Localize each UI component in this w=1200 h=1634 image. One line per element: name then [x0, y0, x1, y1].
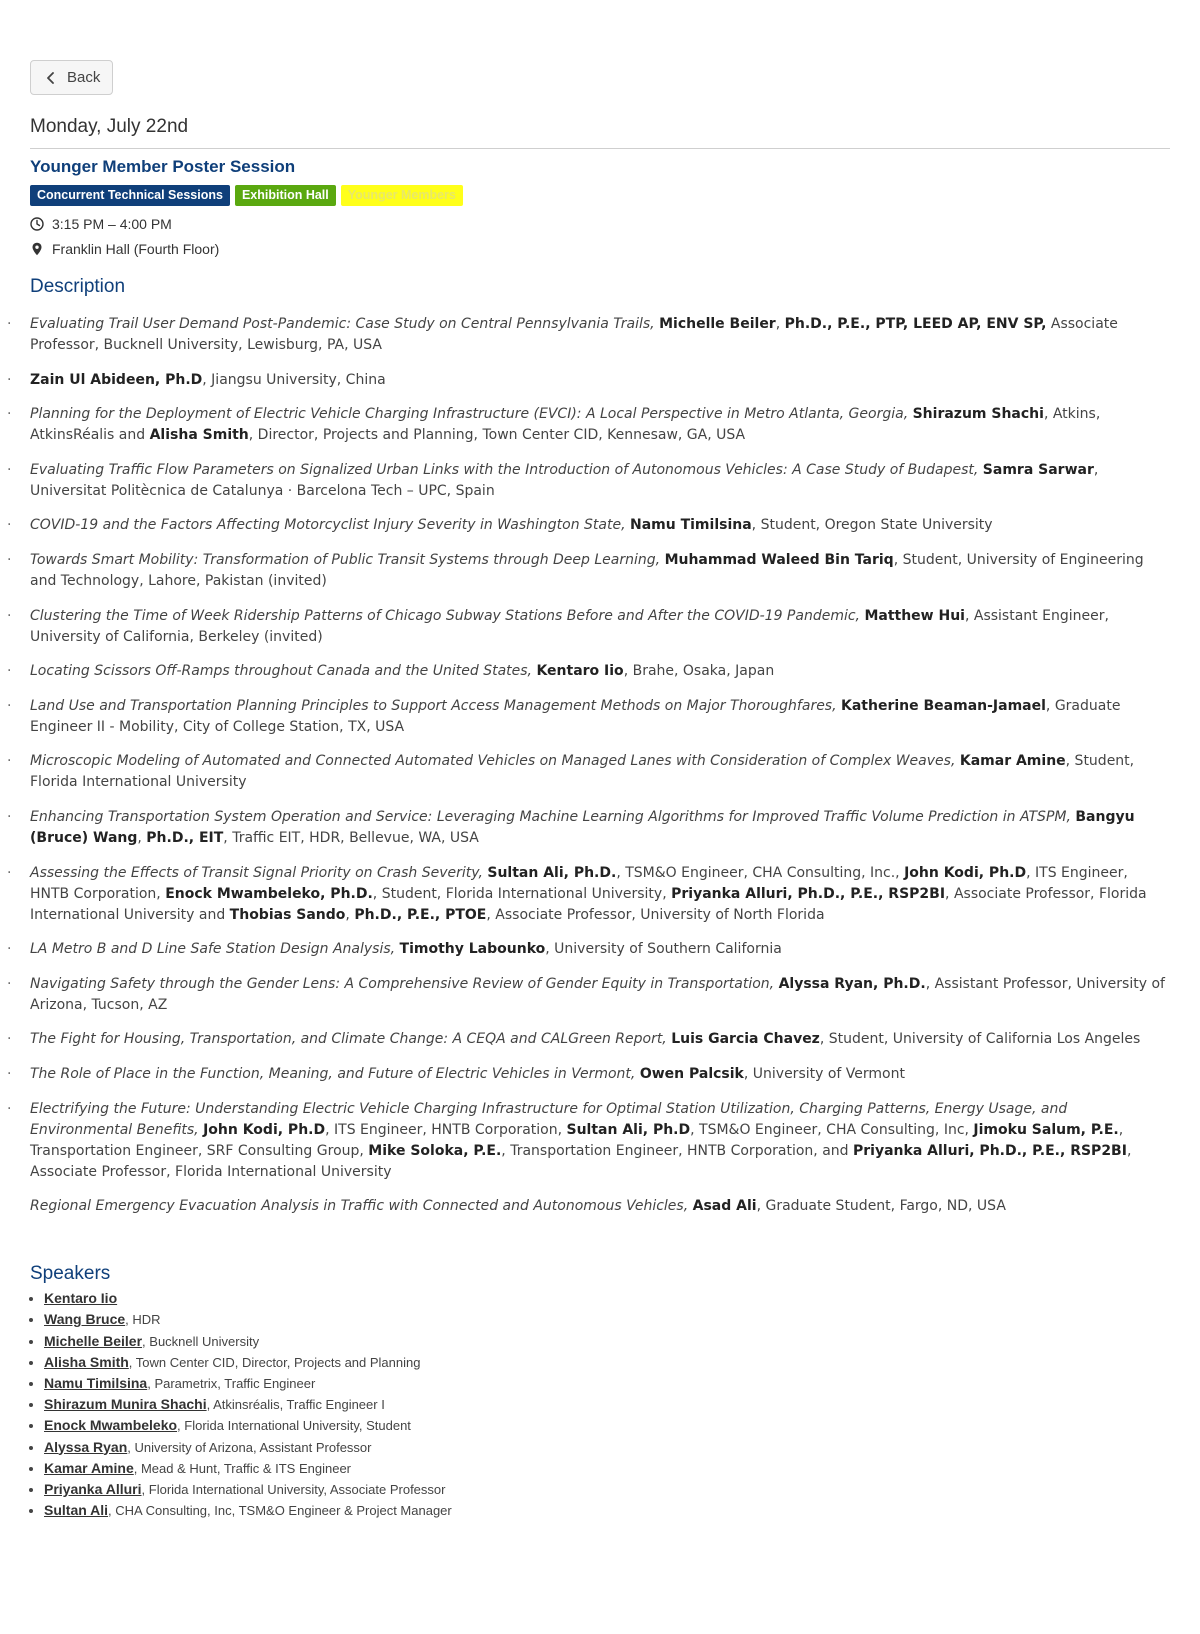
speaker-link[interactable]: Alisha Smith [44, 1353, 129, 1370]
author-name: Jimoku Salum, P.E. [973, 1121, 1119, 1138]
description-item [30, 460, 1170, 502]
speaker-affiliation: , Bucknell University [142, 1333, 260, 1349]
author-detail: , Transportation Engineer, SRF Consulting Group, [30, 1121, 1124, 1159]
author-detail: , Atkins, AtkinsRéalis and [30, 406, 1101, 444]
speaker-item [44, 1394, 1170, 1415]
author-name: Bangyu (Bruce) Wang [30, 808, 1135, 846]
author-name: Priyanka Alluri, Ph.D., P.E., RSP2BI [853, 1142, 1127, 1159]
description-item [30, 1064, 1170, 1085]
description-item [30, 606, 1170, 648]
author-name: John Kodi, Ph.D [203, 1121, 326, 1138]
speaker-affiliation: , Mead & Hunt, Traffic & ITS Engineer [133, 1460, 351, 1476]
author-name: Asad Ali [692, 1198, 757, 1215]
description-item [30, 1099, 1170, 1183]
author-name: Muhammad Waleed Bin Tariq [664, 551, 894, 568]
author-name: Alisha Smith [149, 427, 249, 444]
speaker-link[interactable]: Wang Bruce [44, 1311, 126, 1328]
author-name: Shirazum Shachi [912, 406, 1044, 423]
back-button-label: Back [67, 69, 101, 86]
tag-concurrent-technical-sessions[interactable]: Concurrent Technical Sessions [30, 185, 230, 206]
speaker-affiliation: , Parametrix, Traffic Engineer [147, 1375, 316, 1391]
chevron-left-icon [45, 72, 57, 84]
speaker-link[interactable]: Alyssa Ryan [44, 1438, 128, 1455]
description-heading: Description [30, 276, 126, 297]
paper-title: Enhancing Transportation System Operation and Service: Leveraging Machine Learning Algorithms for Improved Traffic Volume Prediction in ATSPM, [30, 808, 1071, 825]
author-detail: , Student, Oregon State University [751, 517, 993, 534]
description-item [30, 1029, 1170, 1050]
author-detail: , Graduate Engineer II - Mobility, City of College Station, TX, USA [30, 697, 1121, 735]
description-list [30, 314, 1170, 1217]
speaker-item [44, 1288, 1170, 1309]
author-detail: , [137, 829, 147, 846]
speaker-affiliation: , University of Arizona, Assistant Professor [127, 1439, 372, 1455]
paper-title: Electrifying the Future: Understanding Electric Vehicle Charging Infrastructure for Optimal Station Utilization, Charging Patterns, Energy Usage, and Environmental Benefits, [30, 1100, 1068, 1138]
tag-younger-members[interactable]: Younger Members [341, 185, 463, 206]
description-item [30, 314, 1170, 356]
speaker-affiliation: , CHA Consulting, Inc, TSM&O Engineer & Project Manager [108, 1503, 452, 1519]
back-button[interactable] [30, 60, 113, 95]
author-name: Mike Soloka, P.E. [368, 1142, 502, 1159]
author-detail: , Associate Professor, University of North Florida [486, 906, 825, 923]
author-name: Kentaro Iio [536, 663, 624, 680]
paper-title: The Role of Place in the Function, Meaning, and Future of Electric Vehicles in Vermont, [30, 1065, 636, 1082]
speaker-affiliation: , Florida International University, Student [177, 1418, 411, 1434]
author-name: Thobias Sando [229, 906, 346, 923]
author-name: Samra Sarwar [982, 461, 1094, 478]
speaker-link[interactable]: Kentaro Iio [44, 1290, 118, 1307]
author-name: Ph.D., P.E., PTOE [354, 906, 487, 923]
author-detail: , University of Southern California [545, 941, 782, 958]
author-name: Timothy Labounko [399, 941, 546, 958]
author-detail: , Traffic EIT, HDR, Bellevue, WA, USA [223, 829, 479, 846]
author-detail: , Student, University of California Los Angeles [819, 1031, 1141, 1048]
speaker-item [44, 1437, 1170, 1458]
speaker-link[interactable]: Enock Mwambeleko [44, 1417, 178, 1434]
speaker-item [44, 1458, 1170, 1479]
paper-title: Evaluating Trail User Demand Post-Pandemic: Case Study on Central Pennsylvania Trails, [30, 316, 655, 332]
speaker-affiliation: , Atkinsréalis, Traffic Engineer I [206, 1397, 385, 1413]
author-detail: , Brahe, Osaka, Japan [623, 663, 775, 680]
author-detail: , ITS Engineer, HNTB Corporation, [325, 1121, 567, 1138]
description-item [30, 1196, 1170, 1217]
author-detail: , Transportation Engineer, HNTB Corporation, and [501, 1142, 853, 1159]
author-detail: , TSM&O Engineer, CHA Consulting, Inc., [616, 864, 905, 881]
description-item [30, 404, 1170, 446]
description-item [30, 661, 1170, 682]
author-detail: , ITS Engineer, HNTB Corporation, [30, 864, 1128, 902]
author-detail: , Universitat Politècnica de Catalunya · Barcelona Tech – UPC, Spain [30, 461, 1099, 499]
speakers-heading: Speakers [30, 1263, 111, 1285]
author-detail: , Assistant Engineer, University of California, Berkeley (invited) [30, 607, 1109, 645]
session-location [30, 239, 1170, 258]
session-tags [30, 185, 1170, 206]
author-detail: , Student, Florida International University [30, 753, 1135, 791]
speaker-link[interactable]: Michelle Beiler [44, 1332, 143, 1349]
session-time [30, 214, 1170, 233]
paper-title: Clustering the Time of Week Ridership Patterns of Chicago Subway Stations Before and After the COVID-19 Pandemic, [30, 607, 860, 624]
description-item [30, 807, 1170, 849]
author-name: Alyssa Ryan, Ph.D. [778, 975, 926, 992]
speaker-affiliation: , Town Center CID, Director, Projects and Planning [128, 1354, 421, 1370]
author-detail: , Director, Projects and Planning, Town Center CID, Kennesaw, GA, USA [248, 427, 746, 444]
author-name: Ph.D., P.E., PTP, LEED AP, ENV SP, [784, 316, 1047, 332]
description-item [30, 515, 1170, 536]
session-time-text: 3:15 PM – 4:00 PM [52, 215, 172, 232]
speaker-link[interactable]: Priyanka Alluri [44, 1480, 142, 1497]
author-name: Sultan Ali, Ph.D [566, 1121, 691, 1138]
speaker-list [30, 1288, 1170, 1521]
paper-title: Microscopic Modeling of Automated and Connected Automated Vehicles on Managed Lanes with Consideration of Complex Weaves, [30, 753, 956, 770]
speaker-item [44, 1373, 1170, 1394]
description-item [30, 696, 1170, 738]
session-location-text: Franklin Hall (Fourth Floor) [52, 240, 220, 257]
author-name: Luis Garcia Chavez [671, 1031, 820, 1048]
speaker-link[interactable]: Kamar Amine [44, 1459, 134, 1476]
paper-title: LA Metro B and D Line Safe Station Design Analysis, [30, 941, 396, 958]
author-name: Zain Ul Abideen, Ph.D [30, 371, 203, 388]
speaker-item [44, 1479, 1170, 1500]
author-name: Ph.D., EIT [146, 829, 224, 846]
description-item [30, 974, 1170, 1016]
author-detail: , Student, Florida International University, [372, 885, 672, 902]
author-name: Katherine Beaman-Jamael [841, 697, 1046, 714]
author-detail: Associate Professor, Bucknell University, Lewisburg, PA, USA [30, 316, 1118, 353]
paper-title: Regional Emergency Evacuation Analysis in Traffic with Connected and Autonomous Vehicles, [30, 1198, 689, 1215]
speaker-link[interactable]: Sultan Ali [44, 1502, 109, 1519]
speaker-item [44, 1500, 1170, 1521]
paper-title: Planning for the Deployment of Electric Vehicle Charging Infrastructure (EVCI): A Local Perspective in Metro Atlanta, Georgia, [30, 406, 909, 423]
speaker-item [44, 1331, 1170, 1352]
author-name: Kamar Amine [959, 753, 1066, 770]
speaker-affiliation: , HDR [125, 1312, 161, 1328]
author-name: John Kodi, Ph.D [904, 864, 1027, 881]
speaker-link[interactable]: Namu Timilsina [44, 1374, 148, 1391]
speaker-item [44, 1309, 1170, 1330]
paper-title: The Fight for Housing, Transportation, and Climate Change: A CEQA and CALGreen Report, [30, 1031, 667, 1048]
author-detail: , Associate Professor, Florida International University and [30, 885, 1147, 923]
author-name: Sultan Ali, Ph.D. [487, 864, 617, 881]
author-name: Enock Mwambeleko, Ph.D. [165, 885, 373, 902]
author-detail: , University of Vermont [743, 1065, 905, 1082]
description-item [30, 550, 1170, 592]
paper-title: Navigating Safety through the Gender Lens: A Comprehensive Review of Gender Equity in Transportation, [30, 975, 775, 992]
paper-title: Locating Scissors Off-Ramps throughout Canada and the United States, [30, 663, 532, 680]
speaker-item [44, 1415, 1170, 1436]
description-item [30, 863, 1170, 926]
description-item [30, 939, 1170, 960]
session-title: Younger Member Poster Session [30, 157, 296, 176]
author-detail: , Associate Professor, Florida International University [30, 1142, 1132, 1180]
paper-title: COVID-19 and the Factors Affecting Motorcyclist Injury Severity in Washington State, [30, 517, 626, 534]
author-detail: , Graduate Student, Fargo, ND, USA [756, 1198, 1006, 1215]
author-detail: , Student, University of Engineering and Technology, Lahore, Pakistan (invited) [30, 551, 1144, 589]
speaker-item [44, 1352, 1170, 1373]
description-item [30, 751, 1170, 793]
paper-title: Assessing the Effects of Transit Signal Priority on Crash Severity, [30, 864, 483, 881]
clock-icon [30, 217, 44, 231]
author-detail: , [345, 906, 355, 923]
description-item [30, 370, 1170, 391]
author-detail: , TSM&O Engineer, CHA Consulting, Inc, [690, 1121, 974, 1138]
author-detail: , Jiangsu University, China [202, 371, 386, 388]
day-title: Monday, July 22nd [30, 116, 1170, 149]
speaker-affiliation: , Florida International University, Associate Professor [141, 1481, 446, 1497]
author-name: Priyanka Alluri, Ph.D., P.E., RSP2BI [671, 885, 946, 902]
author-name: Michelle Beiler [659, 316, 776, 332]
author-name: Namu Timilsina [629, 517, 752, 534]
author-name: Matthew Hui [864, 607, 965, 624]
tag-exhibition-hall[interactable]: Exhibition Hall [235, 185, 336, 206]
author-name: Owen Palcsik [639, 1065, 744, 1082]
author-detail: , [775, 316, 785, 332]
map-pin-icon [30, 242, 44, 256]
paper-title: Land Use and Transportation Planning Principles to Support Access Management Methods on Major Thoroughfares, [30, 697, 837, 714]
paper-title: Evaluating Traffic Flow Parameters on Signalized Urban Links with the Introduction of Autonomous Vehicles: A Case Study of Budapest, [30, 461, 979, 478]
author-detail: , Assistant Professor, University of Arizona, Tucson, AZ [30, 975, 1165, 1013]
paper-title: Towards Smart Mobility: Transformation of Public Transit Systems through Deep Learning, [30, 551, 661, 568]
speaker-link[interactable]: Shirazum Munira Shachi [44, 1396, 207, 1413]
